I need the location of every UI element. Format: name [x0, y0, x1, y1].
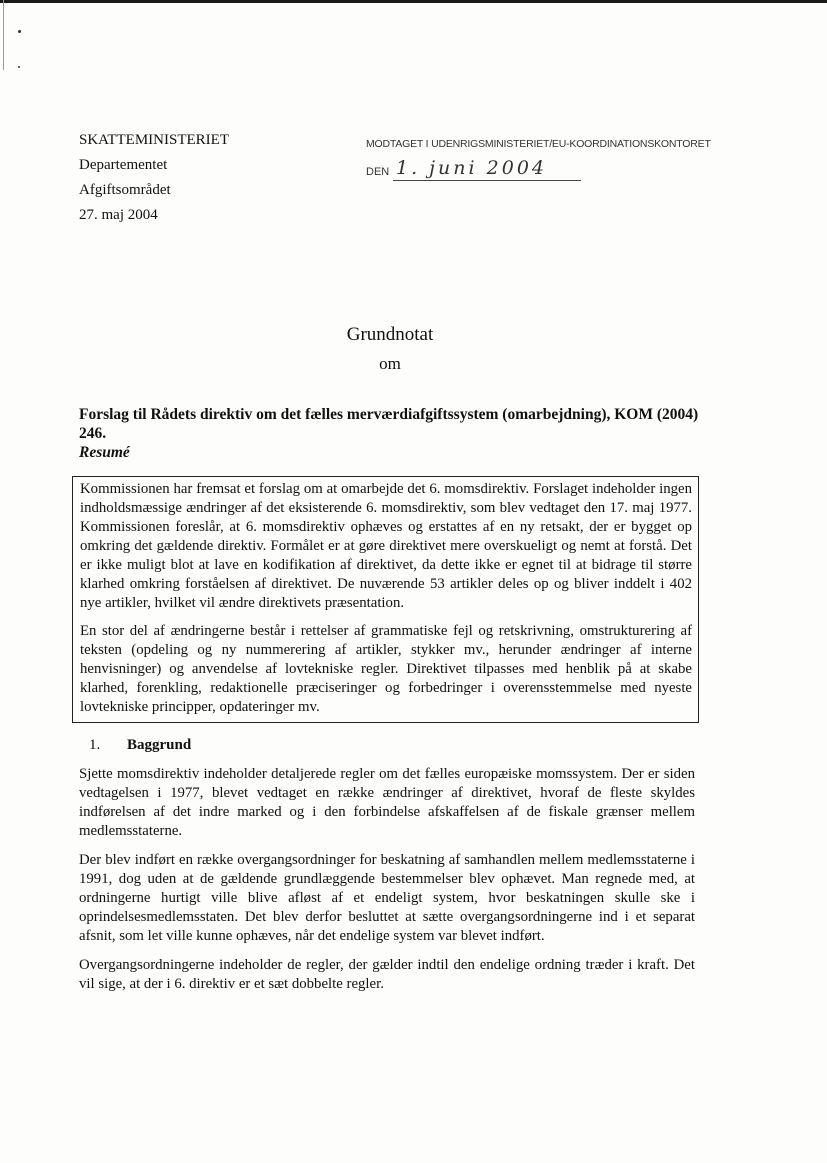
area-name: Afgiftsområdet — [79, 182, 171, 198]
scan-edge-left — [3, 0, 4, 70]
resume-box — [72, 476, 699, 723]
sender-block — [79, 128, 229, 228]
resume-paragraph: Kommissionen har fremsat et forslag om at omarbejde det 6. momsdirektiv. Forslaget indeholder ingen indholdsmæssige ændringer af det eksisterende 6. momsdirektiv, som blev vedtaget den 17. maj 1977. Kommissionen foreslår, at 6. momsdirektiv ophæves og erstattes af en ny retsakt, der er bygget op omkring det gældende direktiv. Formålet er at gøre direktivet mere overskueligt og nemt at forstå. Det er ikke muligt blot at lave en kodifikation af direktivet, da dette ikke er egnet til at bidrage til større klarhed omkring forståelsen af direktivet. De nuværende 53 artikler deles op og bliver inddelt i 402 nye artikler, hvilket vil ændre direktivets præsentation. — [80, 481, 692, 611]
received-stamp — [366, 138, 711, 179]
ministry-name: SKATTEMINISTERIET — [79, 132, 229, 148]
scan-speck — [18, 66, 20, 68]
document-title: Grundnotat — [346, 324, 434, 345]
document-title-sub: om — [379, 354, 401, 373]
stamp-date-underline — [393, 180, 581, 181]
section-body — [79, 765, 695, 994]
stamp-handwritten-date: 1. juni 2004 — [396, 157, 548, 179]
proposal-heading: Forslag til Rådets direktiv om det fælles merværdiafgiftssystem (omarbejdning), KOM (2004) 246. — [79, 406, 699, 442]
body-paragraph: Overgangsordningerne indeholder de regler, der gælder indtil den endelige ordning træder i kraft. Det vil sige, at der i 6. direktiv er et sæt dobbelte regler. — [79, 957, 695, 992]
stamp-date-label: DEN — [366, 166, 390, 178]
department-name: Departementet — [79, 157, 168, 173]
resume-heading: Resumé — [79, 444, 130, 461]
stamp-received-label: MODTAGET I UDENRIGSMINISTERIET/EU-KOORDINATIONSKONTORET — [366, 138, 711, 150]
section-number: 1. — [89, 737, 101, 753]
scan-speck — [18, 30, 21, 33]
scan-edge-top — [0, 0, 827, 3]
section-heading — [89, 737, 191, 754]
document-date: 27. maj 2004 — [79, 207, 158, 223]
resume-paragraph: En stor del af ændringerne består i rettelser af grammatiske fejl og retskrivning, omstrukturering af teksten (opdeling og ny nummerering af artikler, stykker mv., herunder ændringer af interne henvisninger) og anvendelse af lovtekniske regler. Direktivet tilpasses med henblik på at skabe klarhed, forenkling, redaktionelle præciseringer og forbedringer i overensstemmelse med nyeste lovtekniske principper, opdateringer mv. — [80, 623, 692, 715]
body-paragraph: Der blev indført en række overgangsordninger for beskatning af samhandlen mellem medlemsstaterne i 1991, dog uden at de gældende grundlæggende bestemmelser blev ophævet. Man regnede med, at ordningerne hurtigt ville blive afløst af et endeligt system, hvor beskatningen skulle ske i oprindelsesmedlemsstaten. Det blev derfor besluttet at sætte overgangsordningerne ind i et separat afsnit, som let ville kunne ophæves, når det endelige system var blevet indført. — [79, 852, 695, 944]
body-paragraph: Sjette momsdirektiv indeholder detaljerede regler om det fælles europæiske momssystem. Der er siden vedtagelsen i 1977, blevet vedtaget en række ændringer af direktivet, hvoraf de fleste skyldes indførelsen af det indre marked og i den forbindelse afskaffelsen af de fiskale grænser mellem medlemsstaterne. — [79, 766, 695, 839]
section-title: Baggrund — [127, 737, 192, 753]
